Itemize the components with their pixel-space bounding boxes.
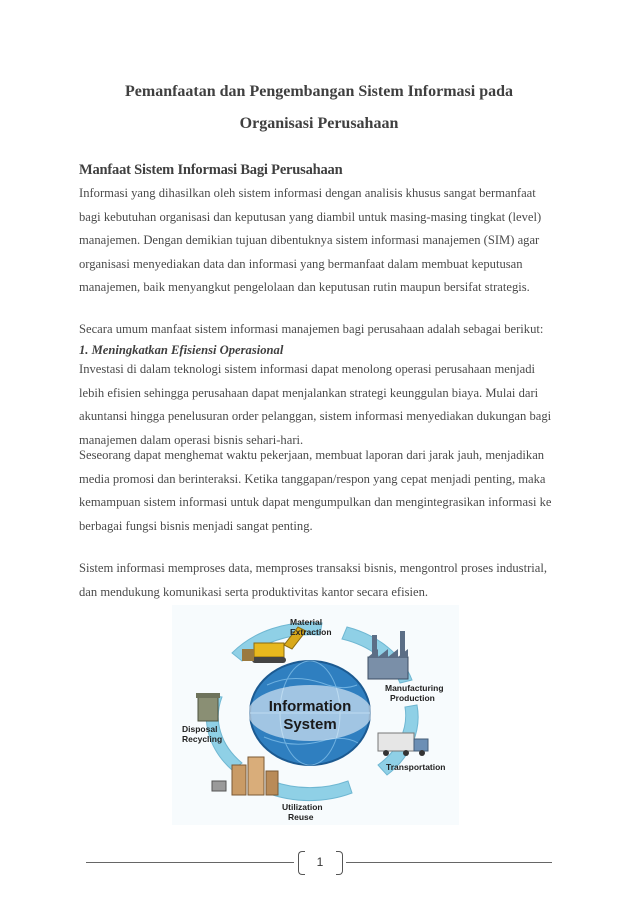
footer-rule-right	[346, 862, 552, 863]
label-material-1: Material	[290, 617, 323, 627]
text-line: dan mendukung komunikasi serta produktivitas kantor secara efisien.	[79, 584, 429, 599]
sub-heading: 1. Meningkatkan Efisiensi Operasional	[79, 342, 284, 357]
label-manufacturing-1: Manufacturing	[385, 683, 444, 693]
text-line: manajemen, baik menyangkut pengelolaan dan keputusan rutin maupun bersifat strategis.	[79, 280, 530, 295]
text-line: organisasi menyediakan data dan informasi yang bermanfaat dalam membuat keputusan	[79, 256, 523, 271]
text-line: Informasi yang dihasilkan oleh sistem informasi dengan analisis khusus sangat bermanfaat	[79, 186, 536, 200]
text-line: Investasi di dalam teknologi sistem informasi dapat menolong operasi perusahaan menjadi	[79, 362, 536, 377]
label-utilization-2: Reuse	[288, 812, 314, 822]
section-heading: Manfaat Sistem Informasi Bagi Perusahaan	[79, 162, 343, 178]
text-line: media promosi dan berinteraksi. Ketika tanggapan/respon yang cepat menjadi penting, maka	[79, 471, 546, 486]
recycle-bin-icon	[196, 693, 220, 721]
text-line: Sistem informasi memproses data, memproses transaksi bisnis, mengontrol proses industrial,	[79, 561, 548, 575]
title-line-2: Organisasi Perusahaan	[239, 115, 399, 132]
paragraph-4	[79, 444, 561, 538]
footer-rule-left	[86, 862, 294, 863]
label-manufacturing-2: Production	[390, 693, 435, 703]
diagram-center-line-1: Information	[268, 698, 352, 715]
text-line: bagi kebutuhan organisasi dan keputusan yang diambil untuk masing-masing tingkat (level)	[79, 209, 542, 224]
text-line: lebih efisien sehingga perusahaan dapat menjalankan strategi keunggulan biaya. Mulai dari	[79, 385, 539, 400]
text-line: manajemen dalam operasi bisnis sehari-hari.	[79, 432, 304, 447]
text-line: berbagai fungsi bisnis menjadi sangat penting.	[79, 518, 313, 533]
page-number: 1	[316, 855, 324, 869]
text-line: Seseorang dapat menghemat waktu pekerjaan, membuat laporan dari jarak jauh, menjadikan	[79, 448, 545, 462]
label-disposal-1: Disposal	[182, 724, 218, 734]
information-system-diagram	[172, 605, 459, 825]
label-disposal-2: Recycling	[182, 734, 223, 744]
text-line: akuntansi hingga penelusuran order pelanggan, sistem informasi menyediakan dukungan bagi	[79, 409, 552, 424]
text-line: Secara umum manfaat sistem informasi manajemen bagi perusahaan adalah sebagai berikut:	[79, 322, 544, 336]
paragraph-2	[79, 318, 561, 453]
label-utilization-1: Utilization	[282, 802, 323, 812]
label-transportation: Transportation	[386, 762, 446, 772]
label-material-2: Extraction	[290, 627, 332, 637]
paragraph-1	[79, 182, 561, 300]
text-line: kemampuan sistem informasi untuk dapat mengumpulkan dan mengintegrasikan informasi ke	[79, 495, 552, 510]
document-title	[60, 76, 578, 140]
diagram-center-line-2: System	[283, 716, 337, 733]
text-line: manajemen. Dengan demikian tujuan dibentuknya sistem informasi manajemen (SIM) agar	[79, 233, 540, 248]
title-line-1: Pemanfaatan dan Pengembangan Sistem Informasi pada	[124, 83, 514, 100]
paragraph-5	[79, 557, 561, 604]
